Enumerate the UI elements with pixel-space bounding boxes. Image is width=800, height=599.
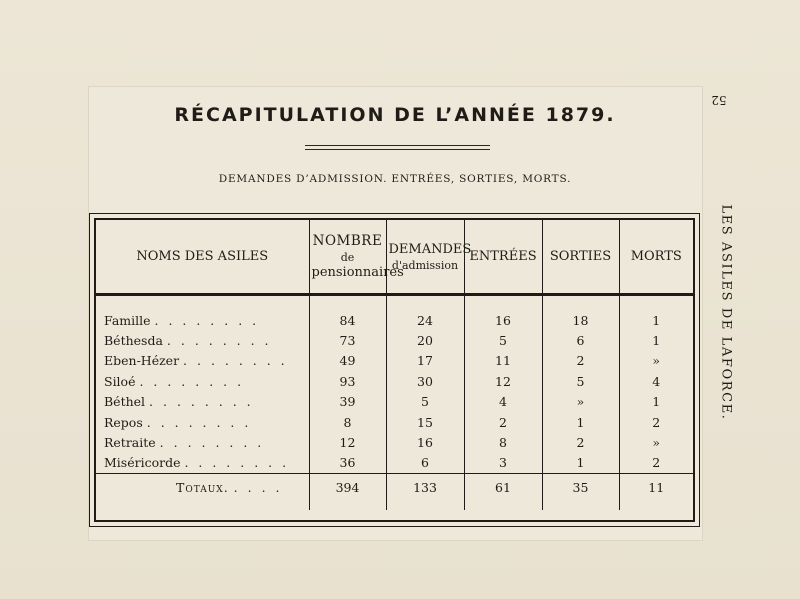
table-row (96, 295, 693, 331)
recap-table (96, 220, 693, 510)
cell-morts: 1 (652, 394, 661, 410)
asile-name: Béthesda . . . . . . . . (96, 330, 309, 350)
header-nombre: NOMBRE de pensionnaires (309, 220, 386, 295)
cell-entrees: 5 (464, 330, 542, 350)
cell-sorties: 2 (542, 432, 619, 452)
page-number: 52 (711, 93, 727, 107)
cell-sorties: 1 (542, 412, 619, 432)
cell-morts: 2 (652, 455, 661, 471)
cell-morts: 4 (652, 373, 661, 389)
cell-pensionnaires: 36 (309, 453, 386, 474)
cell-demandes: 15 (386, 412, 464, 432)
asile-name: Miséricorde . . . . . . . . (96, 453, 309, 474)
cell-sorties: 2 (542, 351, 619, 371)
title-rule-top (305, 145, 490, 146)
cell-demandes: 17 (386, 351, 464, 371)
cell-morts: 2 (652, 414, 661, 430)
header-noms: NOMS DES ASILES (96, 220, 309, 295)
cell-demandes: 16 (386, 432, 464, 452)
header-sorties: SORTIES (542, 220, 619, 295)
asile-name: Siloé . . . . . . . . (96, 371, 309, 391)
cell-sorties: 6 (542, 330, 619, 350)
cell-entrees: 11 (464, 351, 542, 371)
header-demandes: DEMANDES d'admission (386, 220, 464, 295)
asile-name: Eben-Hézer . . . . . . . . (96, 351, 309, 371)
table-row (96, 432, 693, 452)
table-row (96, 351, 693, 371)
cell-demandes: 24 (386, 295, 464, 331)
header-morts: MORTS (619, 220, 693, 295)
header-entrees: ENTRÉES (464, 220, 542, 295)
cell-sorties: 1 (542, 453, 619, 474)
cell-demandes: 30 (386, 371, 464, 391)
totals-label: Totaux. . . . . (96, 474, 309, 511)
total-sorties: 35 (542, 474, 619, 511)
cell-sorties: 18 (542, 295, 619, 331)
cell-entrees: 2 (464, 412, 542, 432)
cell-morts: » (652, 435, 661, 451)
cell-morts: 1 (652, 333, 661, 349)
page-title: RÉCAPITULATION DE L’ANNÉE 1879. (174, 104, 616, 126)
cell-entrees: 3 (464, 453, 542, 474)
cell-demandes: 5 (386, 392, 464, 412)
cell-demandes: 6 (386, 453, 464, 474)
cell-pensionnaires: 73 (309, 330, 386, 350)
title-rule-bottom (305, 149, 490, 150)
asile-name: Retraite . . . . . . . . (96, 432, 309, 452)
cell-pensionnaires: 8 (309, 412, 386, 432)
cell-pensionnaires: 84 (309, 295, 386, 331)
table-header-row (96, 220, 693, 295)
running-side-title: LES ASILES DE LAFORCE. (718, 204, 734, 421)
table-row (96, 330, 693, 350)
page-subtitle: DEMANDES D’ADMISSION. ENTRÉES, SORTIES, MORTS. (218, 173, 572, 185)
cell-entrees: 16 (464, 295, 542, 331)
cell-pensionnaires: 12 (309, 432, 386, 452)
cell-demandes: 20 (386, 330, 464, 350)
cell-sorties: 5 (542, 371, 619, 391)
cell-pensionnaires: 93 (309, 371, 386, 391)
total-morts: 11 (619, 474, 693, 511)
cell-morts: » (652, 353, 661, 369)
table-row (96, 412, 693, 432)
cell-morts: 1 (652, 312, 661, 328)
asile-name: Béthel . . . . . . . . (96, 392, 309, 412)
total-entrees: 61 (464, 474, 542, 511)
cell-entrees: 4 (464, 392, 542, 412)
cell-pensionnaires: 39 (309, 392, 386, 412)
table-row (96, 453, 693, 474)
cell-entrees: 8 (464, 432, 542, 452)
asile-name: Repos . . . . . . . . (96, 412, 309, 432)
cell-sorties: » (542, 392, 619, 412)
total-demandes: 133 (386, 474, 464, 511)
table-row (96, 392, 693, 412)
total-pensionnaires: 394 (309, 474, 386, 511)
table-row (96, 371, 693, 391)
totals-row (96, 474, 693, 511)
cell-pensionnaires: 49 (309, 351, 386, 371)
cell-entrees: 12 (464, 371, 542, 391)
asile-name: Famille . . . . . . . . (96, 295, 309, 331)
